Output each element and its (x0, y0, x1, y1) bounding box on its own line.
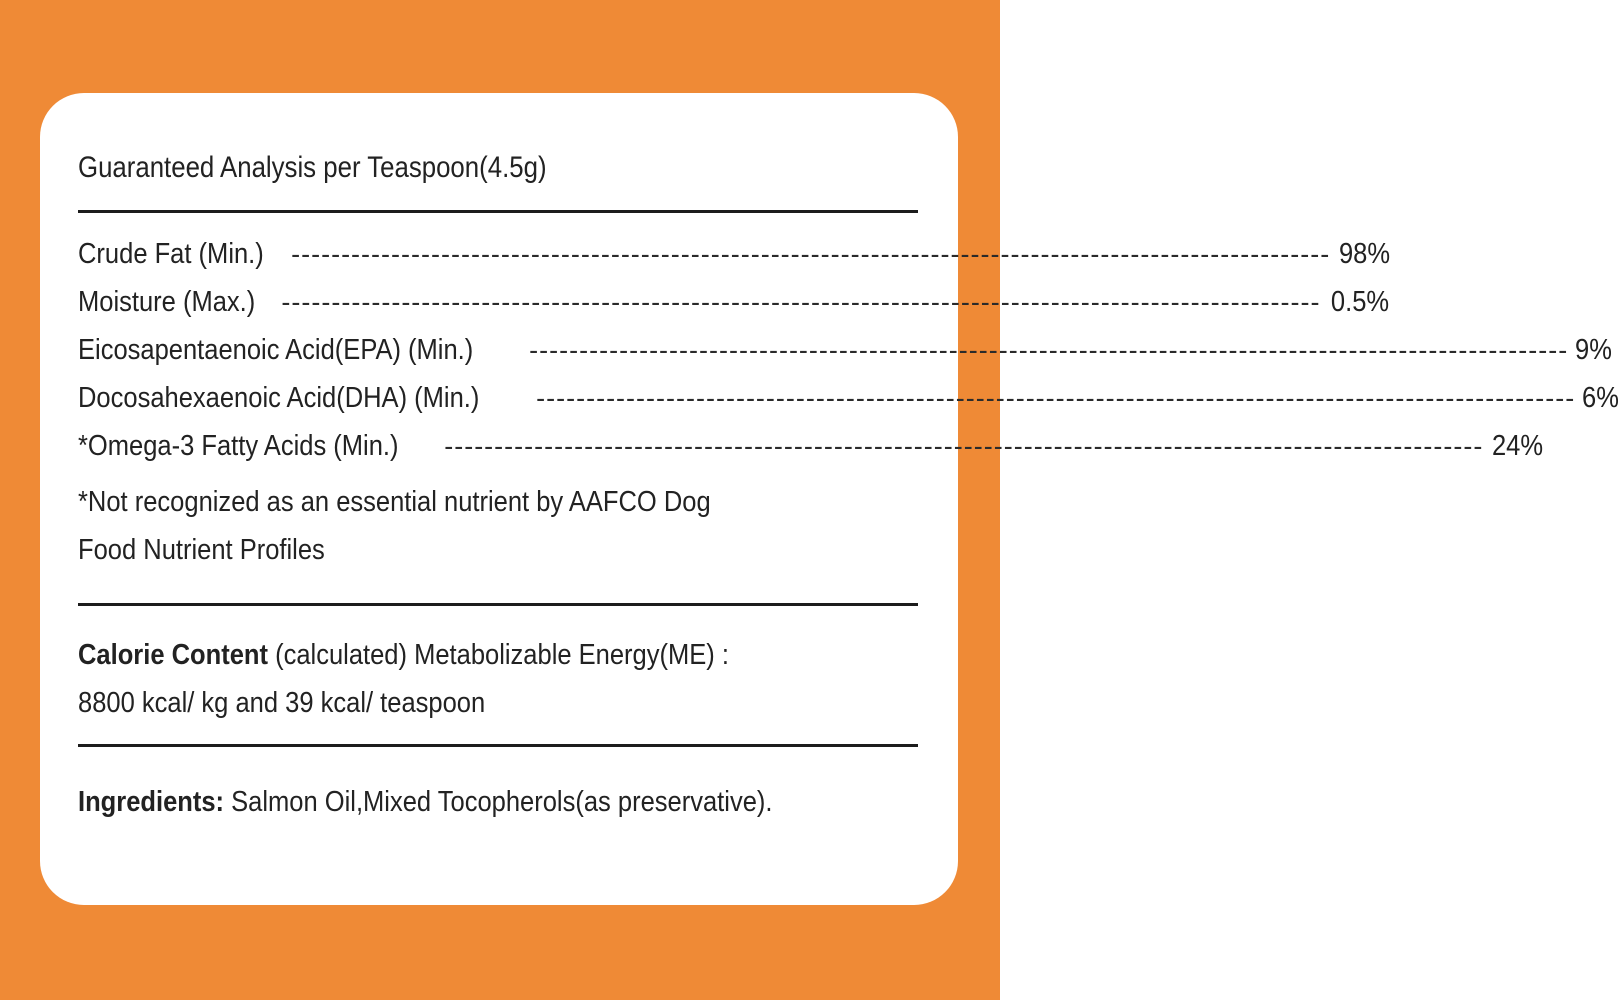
dash-leader: -------------------------------------------------------------------------------------------------------- (536, 383, 1576, 413)
divider-bottom (78, 744, 918, 747)
calorie-text: (calculated) Metabolizable Energy(ME) : (267, 639, 729, 671)
row-label: Eicosapentaenoic Acid(EPA) (Min.) (78, 334, 474, 366)
divider-middle (78, 603, 918, 606)
dash-leader: -------------------------------------------------------------------------------------------------------- (529, 335, 1569, 365)
analysis-table (78, 238, 1619, 478)
calorie-line-1 (78, 631, 729, 679)
analysis-row (78, 382, 1619, 430)
row-label: Docosahexaenoic Acid(DHA) (Min.) (78, 382, 480, 414)
analysis-row (78, 286, 1389, 334)
row-value: 6% (1582, 382, 1619, 414)
aafco-footnote (78, 478, 817, 574)
ingredients-heading: Ingredients: (78, 786, 225, 818)
ingredients-section (78, 778, 772, 826)
footnote-line-1: *Not recognized as an essential nutrient by AAFCO Dog (78, 486, 711, 518)
row-value: 24% (1492, 430, 1544, 462)
dash-leader: -------------------------------------------------------------------------------------------------------- (291, 239, 1331, 269)
row-value: 0.5% (1330, 286, 1389, 318)
calorie-heading: Calorie Content (78, 639, 268, 671)
row-label: *Omega-3 Fatty Acids (Min.) (78, 430, 399, 462)
divider-top (78, 210, 918, 213)
analysis-title: Guaranteed Analysis per Teaspoon(4.5g) (78, 151, 547, 184)
row-value: 98% (1339, 238, 1391, 270)
calorie-section (78, 631, 729, 727)
dash-leader: -------------------------------------------------------------------------------------------------------- (444, 431, 1484, 461)
analysis-row (78, 334, 1613, 382)
footnote-line-2: Food Nutrient Profiles (78, 534, 325, 566)
dash-leader: -------------------------------------------------------------------------------------------------------- (281, 287, 1321, 317)
analysis-row (78, 430, 1544, 478)
analysis-row (78, 238, 1391, 286)
ingredients-text: Salmon Oil,Mixed Tocopherols(as preservative). (224, 786, 773, 818)
row-label: Crude Fat (Min.) (78, 238, 264, 270)
calorie-line-2: 8800 kcal/ kg and 39 kcal/ teaspoon (78, 687, 486, 719)
nutrition-card (40, 93, 1619, 905)
row-label: Moisture (Max.) (78, 286, 256, 318)
row-value: 9% (1575, 334, 1613, 366)
